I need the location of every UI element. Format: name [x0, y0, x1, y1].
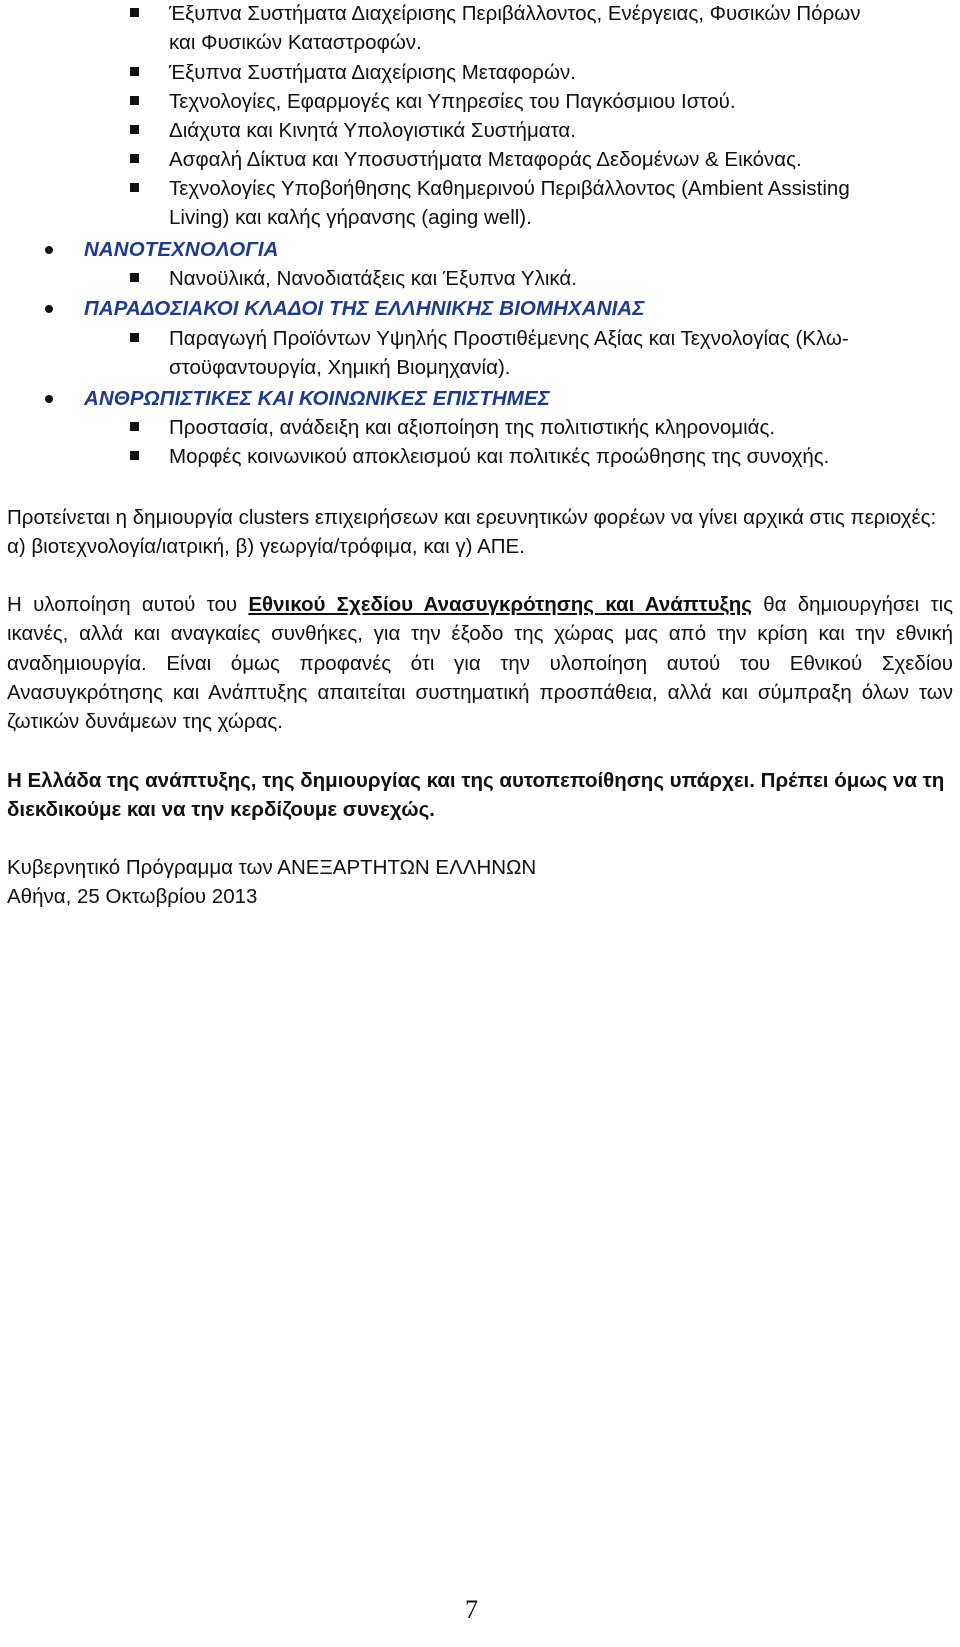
paragraph-text: Η υλοποίηση αυτού του	[7, 593, 249, 616]
list-item: Προστασία, ανάδειξη και αξιοποίηση της πολιτιστικής κληρονομιάς.	[169, 416, 776, 439]
round-bullet-icon	[45, 305, 53, 313]
category-heading: ΠΑΡΑΔΟΣΙΑΚΟΙ ΚΛΑΔΟΙ ΤΗΣ ΕΛΛΗΝΙΚΗΣ ΒΙΟΜΗΧΑΝΙΑΣ	[84, 297, 645, 320]
paragraph-national-plan	[7, 590, 953, 736]
plan-title-emphasis: Εθνικού Σχεδίου Ανασυγκρότησης και Ανάπτυξης	[248, 593, 752, 616]
paragraph-text: θα δημιουργήσει τις ικανές, αλλά και αναγκαίες συνθήκες, για την έξοδο της χώρας μας από την κρίση και την εθνική αναδημιουργία. Είναι όμως προφανές ότι για την υλοποίηση αυτού του Εθνικού Σχεδίου Ανασυγκρότησης και Ανάπτυξης απαιτείται συστηματική προσπάθεια, αλλά και σύμπραξη όλων των ζωτικών δυνάμεων της χώρας.	[7, 593, 954, 734]
list-item: Νανοϋλικά, Νανοδιατάξεις και Έξυπνα Υλικά.	[169, 267, 577, 290]
list-item: Ασφαλή Δίκτυα και Υποσυστήματα Μεταφοράς Δεδομένων & Εικόνας.	[169, 148, 802, 171]
paragraph-clusters: Προτείνεται η δημιουργία clusters επιχειρήσεων και ερευνητικών φορέων να γίνει αρχικά στις περιοχές: α) βιοτεχνολογία/ιατρική, β) γεωργία/τρόφιμα, και γ) ΑΠΕ.	[7, 506, 937, 559]
paragraph-closing-statement: Η Ελλάδα της ανάπτυξης, της δημιουργίας και της αυτοπεποίθησης υπάρχει. Πρέπει όμως να τη διεκδικούμε και να την κερδίζουμε συνεχώς.	[7, 769, 945, 822]
list-item: Διάχυτα και Κινητά Υπολογιστικά Συστήματα.	[169, 119, 576, 142]
list-item: Μορφές κοινωνικού αποκλεισμού και πολιτικές προώθησης της συνοχής.	[169, 445, 830, 468]
list-item: Τεχνολογίες, Εφαρμογές και Υπηρεσίες του Παγκόσμιου Ιστού.	[169, 90, 736, 113]
list-item: Έξυπνα Συστήματα Διαχείρισης Περιβάλλοντος, Ενέργειας, Φυσικών Πόρων	[169, 2, 861, 25]
category-heading: ΑΝΘΡΩΠΙΣΤΙΚΕΣ ΚΑΙ ΚΟΙΝΩΝΙΚΕΣ ΕΠΙΣΤΗΜΕΣ	[84, 387, 550, 410]
page-number: 7	[465, 1595, 478, 1624]
list-item-continuation: Living) και καλής γήρανσης (aging well).	[169, 206, 532, 229]
round-bullet-icon	[45, 246, 53, 254]
list-item-continuation: στοϋφαντουργία, Χημική Βιομηχανία).	[169, 356, 511, 379]
category-heading: ΝΑΝΟΤΕΧΝΟΛΟΓΙΑ	[84, 238, 279, 261]
round-bullet-icon	[45, 395, 53, 403]
list-item: Έξυπνα Συστήματα Διαχείρισης Μεταφορών.	[169, 61, 576, 84]
signature-line: Κυβερνητικό Πρόγραμμα των ΑΝΕΞΑΡΤΗΤΩΝ ΕΛΛΗΝΩΝ	[7, 856, 537, 879]
list-item: Τεχνολογίες Υποβοήθησης Καθημερινού Περιβάλλοντος (Ambient Assisting	[169, 177, 850, 200]
list-item: Παραγωγή Προϊόντων Υψηλής Προστιθέμενης Αξίας και Τεχνολογίας (Κλω-	[169, 327, 849, 350]
list-item-continuation: και Φυσικών Καταστροφών.	[169, 31, 422, 54]
signature-date: Αθήνα, 25 Οκτωβρίου 2013	[7, 885, 258, 908]
